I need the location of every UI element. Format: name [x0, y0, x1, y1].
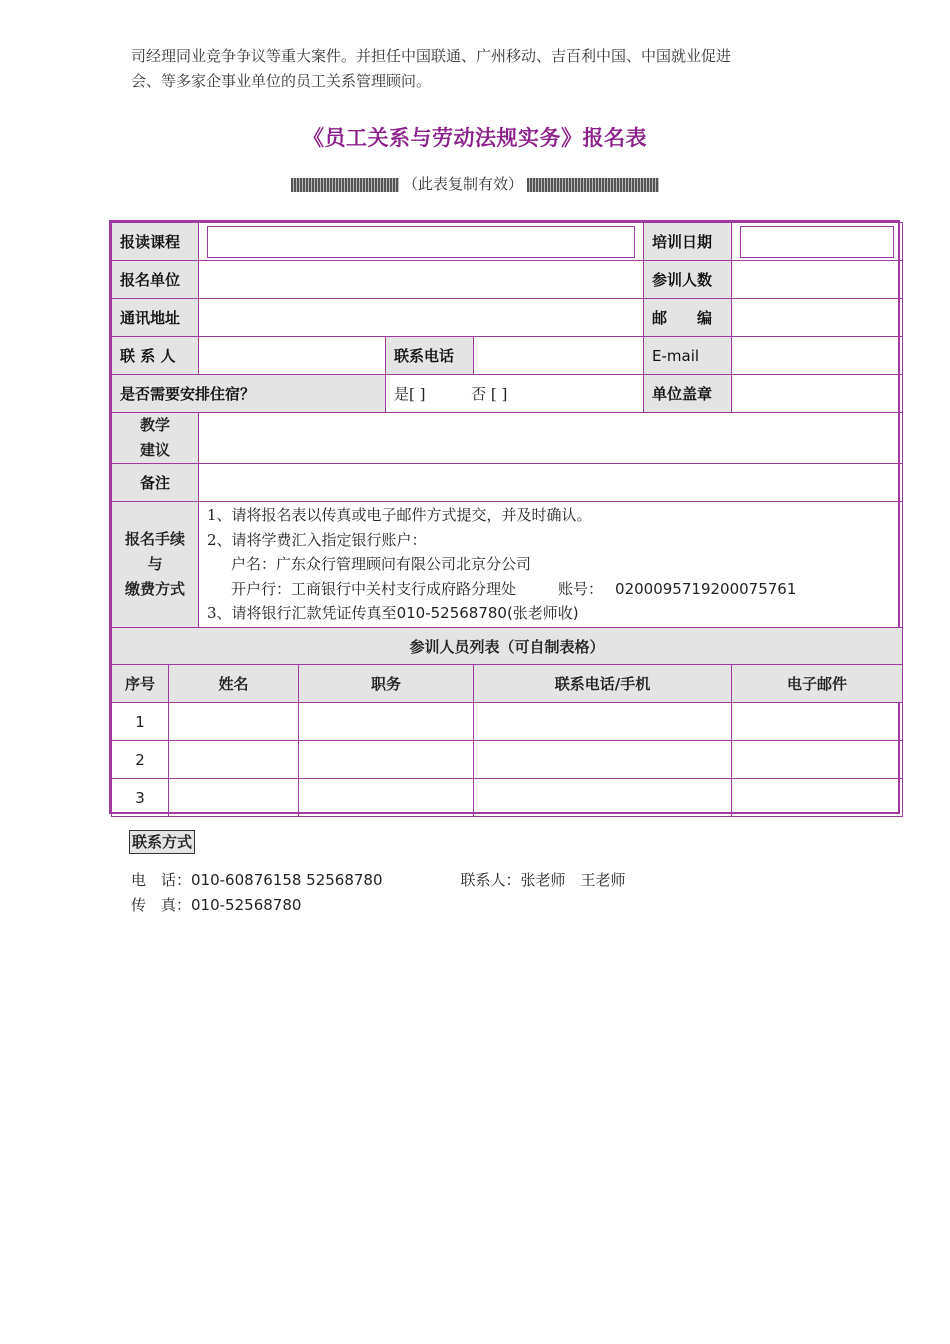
redacted-block-right — [527, 178, 659, 192]
row-index: 3 — [112, 779, 169, 817]
email-cell[interactable] — [732, 779, 903, 817]
date-label: 培训日期 — [644, 223, 732, 261]
phone-cell[interactable] — [474, 703, 732, 741]
contact-phone-row — [131, 868, 626, 893]
account-number-label: 账号： — [558, 579, 604, 598]
email-field[interactable] — [732, 337, 903, 375]
position-cell[interactable] — [299, 741, 474, 779]
account-number: 0200095719200075761 — [615, 579, 797, 598]
col-header-name: 姓名 — [169, 665, 299, 703]
unit-field[interactable] — [199, 261, 644, 299]
notes-field[interactable] — [199, 464, 903, 502]
participant-row — [112, 779, 903, 817]
procedure-content — [199, 502, 903, 628]
procedure-label — [112, 502, 199, 628]
email-cell[interactable] — [732, 703, 903, 741]
suggestion-label — [112, 413, 199, 464]
col-header-index: 序号 — [112, 665, 169, 703]
date-field[interactable] — [732, 223, 903, 261]
contact-persons: 联系人：张老师 王老师 — [460, 871, 626, 889]
col-header-position: 职务 — [299, 665, 474, 703]
lodging-options — [386, 375, 644, 413]
participants-section-title: 参训人员列表（可自制表格） — [112, 628, 903, 665]
email-label: E-mail — [644, 337, 732, 375]
procedure-step-2: 2、请将学费汇入指定银行账户： — [207, 530, 427, 549]
course-field[interactable] — [199, 223, 644, 261]
col-header-email: 电子邮件 — [732, 665, 903, 703]
unit-label: 报名单位 — [112, 261, 199, 299]
participant-row — [112, 703, 903, 741]
bank-line — [207, 577, 894, 602]
bank-name: 开户行：工商银行中关村支行成府路分理处 — [231, 579, 517, 598]
phone-label: 联系电话 — [386, 337, 474, 375]
phone-value: 010-60876158 52568780 — [191, 871, 383, 889]
lodging-label: 是否需要安排住宿？ — [112, 375, 386, 413]
suggestion-field[interactable] — [199, 413, 903, 464]
zip-field[interactable] — [732, 299, 903, 337]
suggestion-label-line-2: 建议 — [140, 441, 171, 459]
lodging-yes-checkbox[interactable]: 是[ ] — [394, 385, 426, 403]
procedure-step-1: 1、请将报名表以传真或电子邮件方式提交，并及时确认。 — [207, 506, 592, 525]
participant-row — [112, 741, 903, 779]
suggestion-label-line-1: 教学 — [140, 416, 171, 434]
seal-field[interactable] — [732, 375, 903, 413]
procedure-step-3-text: 3、请将银行汇款凭证传真至 — [207, 604, 397, 623]
phone-cell[interactable] — [474, 741, 732, 779]
name-cell[interactable] — [169, 741, 299, 779]
address-field[interactable] — [199, 299, 644, 337]
contact-info — [131, 868, 626, 918]
intro-line-2: 会、等多家企事业单位的员工关系管理顾问。 — [131, 72, 432, 90]
phone-cell[interactable] — [474, 779, 732, 817]
count-field[interactable] — [732, 261, 903, 299]
lodging-no-checkbox[interactable]: 否 [ ] — [471, 385, 508, 403]
intro-paragraph — [131, 44, 831, 94]
row-index: 1 — [112, 703, 169, 741]
email-cell[interactable] — [732, 741, 903, 779]
subtitle-text: （此表复制有效） — [402, 175, 523, 193]
procedure-step-3 — [207, 601, 894, 626]
notes-label: 备注 — [112, 464, 199, 502]
position-cell[interactable] — [299, 779, 474, 817]
address-label: 通讯地址 — [112, 299, 199, 337]
name-cell[interactable] — [169, 779, 299, 817]
redacted-block-left — [291, 178, 399, 192]
position-cell[interactable] — [299, 703, 474, 741]
name-cell[interactable] — [169, 703, 299, 741]
procedure-step-3-fax: 010-52568780(张老师收) — [396, 604, 579, 623]
registration-table — [111, 222, 903, 817]
registration-form — [109, 220, 900, 814]
course-label: 报读课程 — [112, 223, 199, 261]
procedure-label-line-2: 与 — [147, 555, 163, 573]
phone-field[interactable] — [474, 337, 644, 375]
row-index: 2 — [112, 741, 169, 779]
form-title: 《员工关系与劳动法规实务》报名表 — [303, 126, 647, 150]
contact-person-label: 联 系 人 — [112, 337, 199, 375]
account-name: 户名：广东众行管理顾问有限公司北京分公司 — [231, 555, 532, 574]
phone-key: 电 话： — [131, 871, 192, 889]
zip-label: 邮 编 — [644, 299, 732, 337]
procedure-label-line-3: 缴费方式 — [125, 580, 186, 598]
contact-person-field[interactable] — [199, 337, 386, 375]
col-header-phone: 联系电话/手机 — [474, 665, 732, 703]
fax-key: 传 真： — [131, 896, 192, 914]
contact-fax-row — [131, 893, 626, 918]
form-subtitle — [0, 173, 950, 194]
count-label: 参训人数 — [644, 261, 732, 299]
fax-value: 010-52568780 — [191, 896, 302, 914]
intro-line-1: 司经理同业竞争争议等重大案件。并担任中国联通、广州移动、吉百利中国、中国就业促进 — [131, 47, 732, 65]
procedure-label-line-1: 报名手续 — [125, 530, 186, 548]
contact-section-label: 联系方式 — [129, 830, 195, 854]
seal-label: 单位盖章 — [644, 375, 732, 413]
